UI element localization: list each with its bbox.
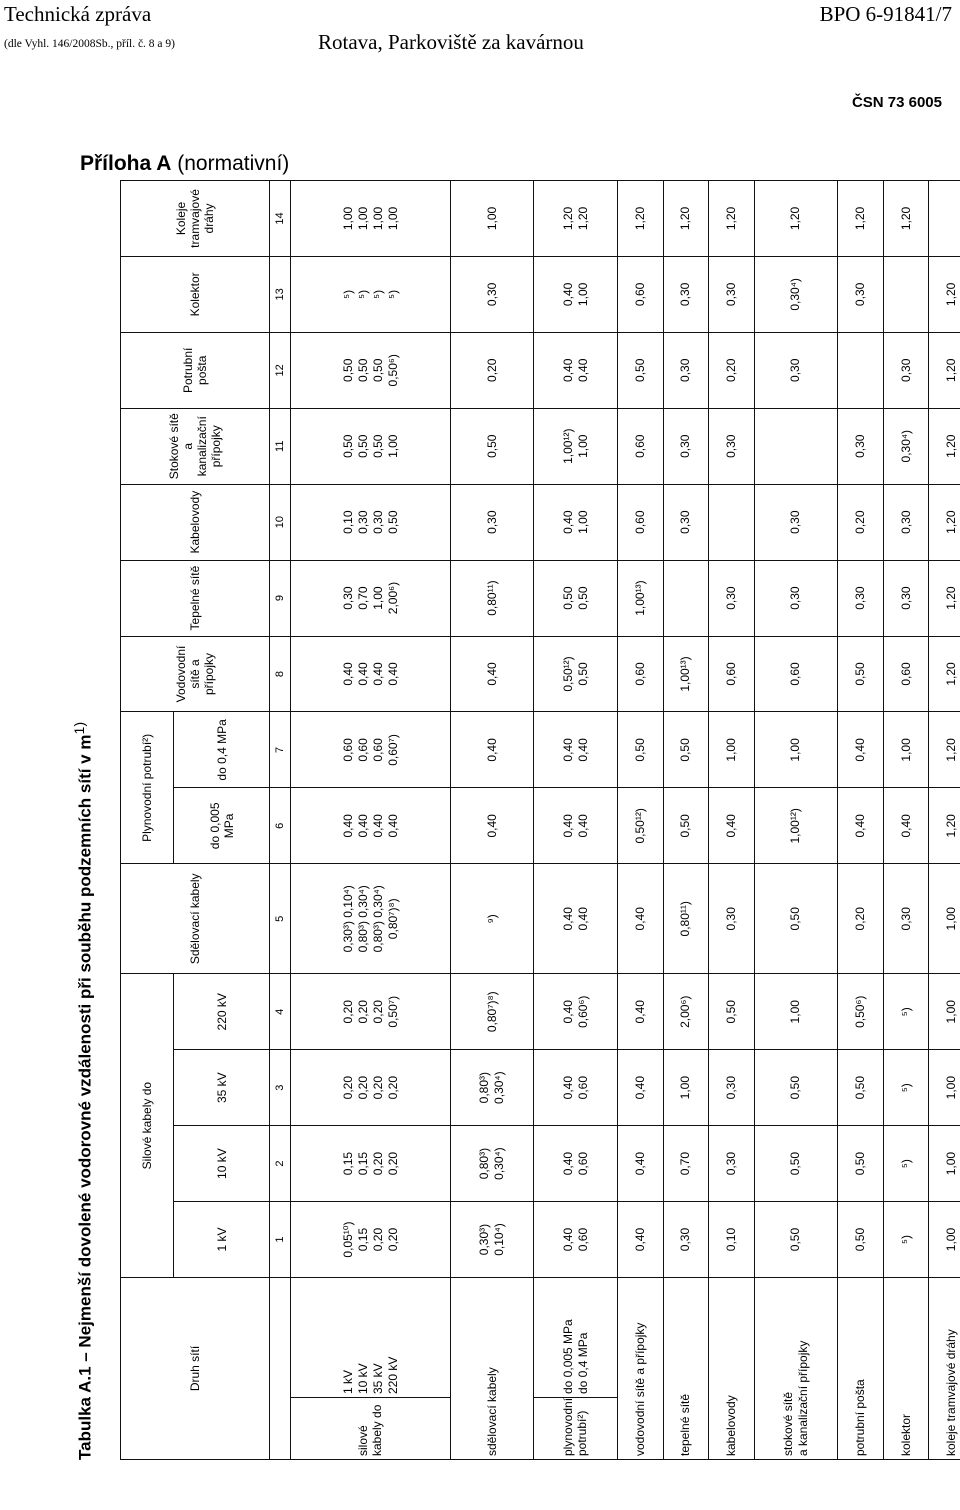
table-body [121,181,960,1460]
table-row [754,181,838,1460]
table-cell: 0,40 0,40 0,40 0,40 [291,788,451,864]
row-group-label: plynovodní potrubí²) [534,1398,618,1460]
table-cell: 0,40 1,00 [534,256,618,332]
table-cell: 1,00¹³) [663,636,709,712]
table-row [291,181,451,1460]
col-header-11: Stokové sítě a kanalizační přípojky [121,408,270,484]
table-cell: 0,30⁴) [883,408,929,484]
table-cell: 1,00 [754,712,838,788]
table-cell: 1,20 [709,181,755,257]
table-cell: 0,60 0,60 0,60 0,60⁷) [291,712,451,788]
table-cell: 0,50 0,50 [534,560,618,636]
column-number: 13 [270,256,291,332]
druh-siti-header: Druh sítí [121,1277,270,1459]
standard-label: ČSN 73 6005 [851,94,942,111]
header-location: Rotava, Parkoviště za kavárnou [318,30,584,54]
table-row [883,181,929,1460]
table-cell: 0,40 [617,1050,663,1126]
table-cell: 0,30 [709,256,755,332]
table-cell: 0,50 [754,1126,838,1202]
table-cell: 1,00 [663,1050,709,1126]
table-cell: 0,50 [754,1050,838,1126]
row-group-label: silové kabely do [291,1398,451,1460]
table-cell: 0,30 [838,408,884,484]
table-cell: 0,60 [617,256,663,332]
table-cell [663,560,709,636]
table-cell: 0,40 [450,788,534,864]
table-cell: 0,30 [663,332,709,408]
table-cell: 0,50 [617,332,663,408]
table-cell: 0,50 [838,636,884,712]
table-cell: 1,20 [929,560,960,636]
table-cell: 0,30 [883,332,929,408]
column-number: 4 [270,974,291,1050]
table-cell: 0,30 [754,560,838,636]
table-cell: 0,30 [663,484,709,560]
table-cell: 0,80³) 0,30⁴) [450,1050,534,1126]
table-cell: 0,50 [617,712,663,788]
appendix-heading [80,152,289,176]
table-cell: 0,30³) 0,10⁴) 0,80³) 0,30⁴) 0,80³) 0,30⁴) 0,80⁷)⁸) [291,864,451,974]
table-cell: 1,00 [929,974,960,1050]
table-cell: 0,40 0,40 [534,712,618,788]
table-cell: 0,05¹⁰) 0,15 0,20 0,20 [291,1202,451,1278]
table-cell: 0,30 [883,864,929,974]
table-cell: 0,60 [617,484,663,560]
rotated-table-block [72,180,960,1460]
table-cell: 0,50¹²) [617,788,663,864]
table-cell: 1,00¹²) 1,00 [534,408,618,484]
table-cell: 0,40 0,40 [534,864,618,974]
distance-table [120,180,960,1460]
column-number: 12 [270,332,291,408]
header-title: Technická zpráva [4,2,152,26]
column-number-spacer [270,1277,291,1459]
table-cell: 0,70 [663,1126,709,1202]
col-header-10: Kabelovody [121,484,270,560]
table-cell: 0,50 [838,1126,884,1202]
table-row [709,181,755,1460]
table-cell: 1,20 [929,484,960,560]
table-cell: 1,20 [617,181,663,257]
table-cell: 0,60 [709,636,755,712]
table-row [450,181,534,1460]
table-cell: 0,50 0,50 0,50 1,00 [291,408,451,484]
table-cell: 1,20 [929,788,960,864]
table-cell: 0,30 [663,408,709,484]
table-cell: 0,40 0,40 [534,788,618,864]
table-cell: 1,00 [709,712,755,788]
table-cell: 0,30 [883,484,929,560]
table-cell: 2,00⁶) [663,974,709,1050]
table-cell: 0,30 [709,560,755,636]
table-cell: 1,20 [929,408,960,484]
table-cell: 0,30 [754,332,838,408]
table-cell: 1,20 [929,712,960,788]
row-label: koleje tramvajové dráhy [929,1277,960,1459]
table-cell: 0,20 [709,332,755,408]
table-cell: ⁵) [883,1126,929,1202]
table-cell: 0,40 [838,788,884,864]
row-label: kolektor [883,1277,929,1459]
table-cell: 0,40 0,60⁶) [534,974,618,1050]
row-label: 1 kV 10 kV 35 kV 220 kV [291,1277,451,1397]
table-cell: 0,10 [709,1202,755,1278]
table-cell: 0,40 [709,788,755,864]
col-header-9: Tepelné sítě [121,560,270,636]
table-cell [883,256,929,332]
table-cell: 1,20 [929,256,960,332]
table-cell: 0,40 [617,974,663,1050]
table-row [838,181,884,1460]
table-cell: ⁵) [883,974,929,1050]
table-cell: 1,00 [929,1050,960,1126]
table-cell: 1,00¹³) [617,560,663,636]
table-cell: 1,20 1,20 [534,181,618,257]
table-cell: 0,80¹¹) [450,560,534,636]
table-cell: 0,80¹¹) [663,864,709,974]
column-number: 8 [270,636,291,712]
table-cell: 0,20 0,20 0,20 0,20 [291,1050,451,1126]
col-header-4: 220 kV [173,974,269,1050]
table-cell: 1,20 [754,181,838,257]
table-cell: 1,20 [929,636,960,712]
table-cell: 0,40 [450,636,534,712]
table-cell: 0,50⁶) [838,974,884,1050]
row-label: potrubní pošta [838,1277,884,1459]
col-header-7: do 0,4 MPa [173,712,269,788]
table-cell: 1,00 [883,712,929,788]
table-cell: 0,40 0,40 [534,332,618,408]
column-number-row [270,181,291,1460]
table-cell: 0,30 0,70 1,00 2,00⁶) [291,560,451,636]
row-label: tepelné sítě [663,1277,709,1459]
column-number: 11 [270,408,291,484]
table-cell: 0,20 [838,484,884,560]
table-cell: 0,50¹²) 0,50 [534,636,618,712]
column-number: 10 [270,484,291,560]
table-cell: 0,30 [838,560,884,636]
table-cell: 0,80³) 0,30⁴) [450,1126,534,1202]
table-cell: 1,20 [663,181,709,257]
plyn-group-header: Plynovodní potrubí²) [121,712,174,864]
table-cell: 0,80⁷)⁸) [450,974,534,1050]
table-cell: 0,15 0,15 0,20 0,20 [291,1126,451,1202]
table-cell: 0,30 [663,1202,709,1278]
column-number: 2 [270,1126,291,1202]
header-row-1 [121,181,174,1460]
table-cell: 0,30 [883,560,929,636]
table-cell: 0,30 [450,484,534,560]
column-number: 14 [270,181,291,257]
table-cell: 0,50 [754,864,838,974]
table-cell: 0,40 [617,864,663,974]
table-cell [929,181,960,257]
table-cell [754,408,838,484]
col-header-14: Koleje tramvajové dráhy [121,181,270,257]
table-caption [72,180,106,1460]
table-cell [838,332,884,408]
table-cell: 1,00 [929,864,960,974]
table-cell: 0,50 [838,1050,884,1126]
table-cell: 0,30 [663,256,709,332]
table-cell: 0,50 [838,1202,884,1278]
table-cell: 0,40 0,40 0,40 0,40 [291,636,451,712]
table-cell: 0,20 [450,332,534,408]
table-cell: 0,50 0,50 0,50 0,50⁶) [291,332,451,408]
col-header-3: 35 kV [173,1050,269,1126]
table-cell: 0,50 [663,712,709,788]
table-cell: ⁹) [450,864,534,974]
table-cell: 0,60 [754,636,838,712]
table-cell: 0,40 [450,712,534,788]
table-cell: 0,10 0,30 0,30 0,50 [291,484,451,560]
table-cell: ⁵) [883,1202,929,1278]
table-cell: 1,00¹²) [754,788,838,864]
table-cell: ⁵) [883,1050,929,1126]
table-cell: 0,30 [709,864,755,974]
table-cell: 0,40 1,00 [534,484,618,560]
col-header-1: 1 kV [173,1202,269,1278]
col-header-12: Potrubní pošta [121,332,270,408]
table-cell: 0,30 [754,484,838,560]
column-number: 6 [270,788,291,864]
table-cell: 0,30 [450,256,534,332]
table-cell: 0,60 [617,636,663,712]
table-cell: 0,30 [709,1126,755,1202]
column-number: 7 [270,712,291,788]
table-cell: 1,00 1,00 1,00 1,00 [291,181,451,257]
column-number: 3 [270,1050,291,1126]
row-label: do 0,005 MPa do 0,4 MPa [534,1277,618,1397]
table-cell: 1,20 [883,181,929,257]
table-cell: 0,60 [883,636,929,712]
col-header-6: do 0,005 MPa [173,788,269,864]
table-cell: 0,60 [617,408,663,484]
col-header-2: 10 kV [173,1126,269,1202]
column-number: 9 [270,560,291,636]
table-cell: 0,40 0,60 [534,1126,618,1202]
table-row [534,181,618,1460]
caption-note: 1) [72,721,88,735]
table-cell: 0,50 [709,974,755,1050]
table-cell: 0,30 [709,408,755,484]
table-cell: 0,30⁴) [754,256,838,332]
table-cell: 1,20 [838,181,884,257]
table-cell: 0,20 0,20 0,20 0,50⁷) [291,974,451,1050]
table-cell: 1,00 [754,974,838,1050]
table-cell: 1,20 [929,332,960,408]
table-row [617,181,663,1460]
caption-text: Tabulka A.1 – Nejmenší dovolené vodorovné vzdálenosti při souběhu podzemních sítí v m [75,734,95,1460]
appendix-label: Příloha A [80,152,172,175]
col-header-5: Sdělovací kabely [121,864,270,974]
table-cell: 0,40 [617,1202,663,1278]
table-cell: 1,00 [929,1202,960,1278]
table-cell: 0,30 [838,256,884,332]
table-cell: 0,50 [754,1202,838,1278]
table-cell: 0,50 [450,408,534,484]
header-subtitle: (dle Vyhl. 146/2008Sb., příl. č. 8 a 9) [4,38,175,50]
row-label: vodovodní sítě a přípojky [617,1277,663,1459]
table-cell: ⁵) ⁵) ⁵) ⁵) [291,256,451,332]
row-label: kabelovody [709,1277,755,1459]
table-cell: 0,20 [838,864,884,974]
row-label: sdělovací kabely [450,1277,534,1459]
table-cell: 0,40 [617,1126,663,1202]
table-cell: 0,40 [838,712,884,788]
table-cell: 0,30 [709,1050,755,1126]
table-cell: 1,00 [929,1126,960,1202]
table-row [929,181,960,1460]
table-row [663,181,709,1460]
table-cell: 1,00 [450,181,534,257]
table-cell: 0,30³) 0,10⁴) [450,1202,534,1278]
appendix-type: (normativní) [177,152,290,175]
table-cell: 0,40 [883,788,929,864]
table-cell: 0,40 0,60 [534,1050,618,1126]
table-cell: 0,50 [663,788,709,864]
col-header-13: Kolektor [121,256,270,332]
table-cell: 0,40 0,60 [534,1202,618,1278]
table-cell [709,484,755,560]
column-number: 1 [270,1202,291,1278]
row-label: stokové sítě a kanalizační přípojky [754,1277,838,1459]
header-doc-number: BPO 6-91841/7 [819,2,952,26]
silove-group-header: Silové kabely do [121,974,174,1278]
column-number: 5 [270,864,291,974]
col-header-8: Vodovodní sítě a přípojky [121,636,270,712]
